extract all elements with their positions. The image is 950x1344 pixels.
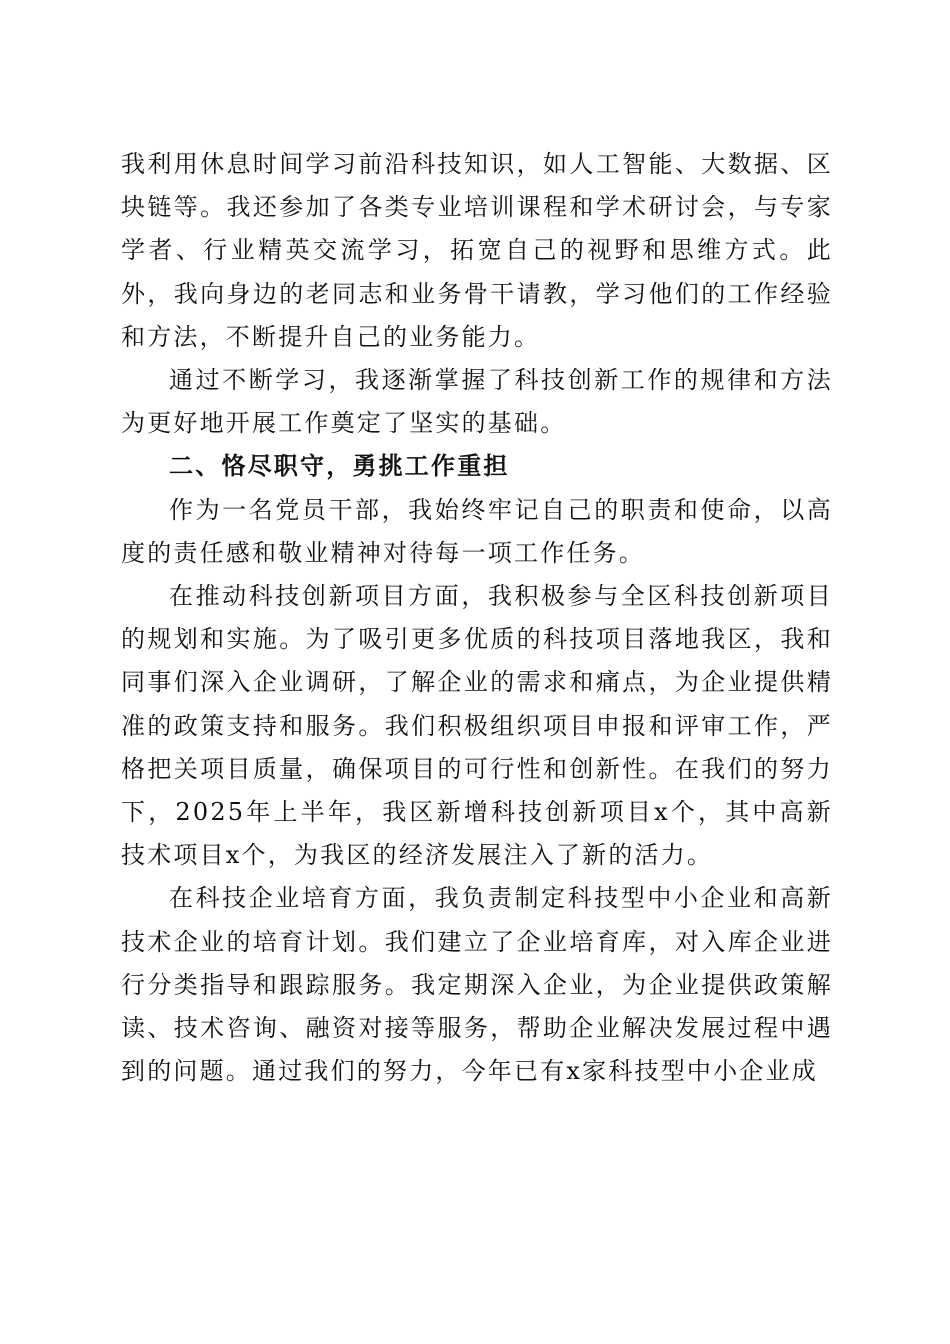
paragraph-learning-summary: 通过不断学习，我逐渐掌握了科技创新工作的规律和方法为更好地开展工作奠定了坚实的基础。 bbox=[121, 366, 833, 438]
paragraph-innovation-projects: 在推动科技创新项目方面，我积极参与全区科技创新项目的规划和实施。为了吸引更多优质的科技项目落地我区，我和同事们深入企业调研，了解企业的需求和痛点，为企业提供精准的政策支持和服务。我们积极组织项目申报和评审工作，严格把关项目质量，确保项目的可行性和创新性。在我们的努力下，2025年上半年，我区新增科技创新项目x个，其中高新技术项目x个，为我区的经济发展注入了新的活力。 bbox=[121, 582, 833, 870]
document-body bbox=[121, 143, 833, 1093]
section-heading: 二、恪尽职守，勇挑工作重担 bbox=[169, 452, 510, 481]
paragraph-enterprise-cultivation: 在科技企业培育方面，我负责制定科技型中小企业和高新技术企业的培育计划。我们建立了企业培育库，对入库企业进行分类指导和跟踪服务。我定期深入企业，为企业提供政策解读、技术咨询、融资对接等服务，帮助企业解决发展过程中遇到的问题。通过我们的努力，今年已有x家科技型中小企业成 bbox=[121, 884, 833, 1086]
paragraph-duty: 作为一名党员干部，我始终牢记自己的职责和使命，以高度的责任感和敬业精神对待每一项工作任务。 bbox=[121, 495, 833, 567]
paragraph-continuation: 我利用休息时间学习前沿科技知识，如人工智能、大数据、区块链等。我还参加了各类专业培训课程和学术研讨会，与专家学者、行业精英交流学习，拓宽自己的视野和思维方式。此外，我向身边的老同志和业务骨干请教，学习他们的工作经验和方法，不断提升自己的业务能力。 bbox=[121, 150, 833, 351]
